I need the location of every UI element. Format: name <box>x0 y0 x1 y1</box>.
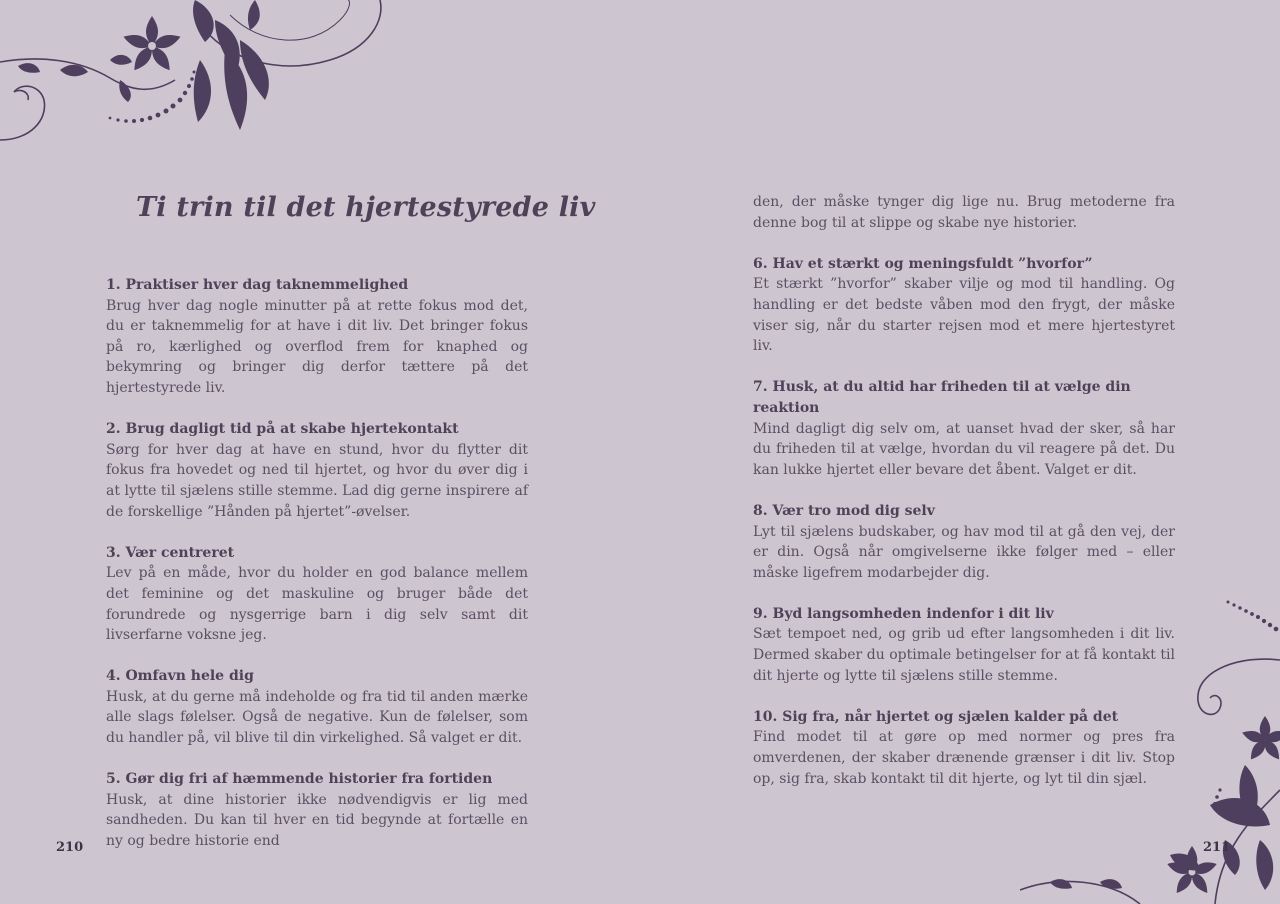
step-text: Husk, at dine historier ikke nødvendigvis er lig med sandheden. Du kan til hver en tid begynde at fortælle en ny og bedre historie end <box>106 791 528 850</box>
step-text: Brug hver dag nogle minutter på at rette fokus mod det, du er taknemmelig for at have i dit liv. Det bringer fokus på ro, kærlighed og overflod frem for knaphed og bekymring og bringer dig derfor tættere på det hjertestyrede liv. <box>106 297 528 396</box>
page-title: Ti trin til det hjertestyrede liv <box>136 192 596 224</box>
step-heading: 3. Vær centreret <box>106 544 235 561</box>
right-column <box>753 192 1175 810</box>
step-text: Lyt til sjælens budskaber, og hav mod til at gå den vej, der er din. Også når omgivelserne ikke følger med – eller måske ligefrem modarbejder dig. <box>753 523 1175 581</box>
step-text: Sæt tempoet ned, og grib ud efter langsomheden i dit liv. Dermed skaber du optimale betingelser for at få kontakt til dit hjerte og lytte til sjælens stille stemme. <box>753 626 1175 684</box>
step-heading: 6. Hav et stærkt og meningsfuldt ”hvorfor” <box>753 255 1093 272</box>
step-text: Sørg for hver dag at have en stund, hvor du flytter dit fokus fra hovedet og ned til hjertet, og hvor du øver dig i at lytte til sjælens stille stemme. Lad dig gerne inspirere af de forskellige ”Hånden på hjertet”-øvelser. <box>106 441 528 520</box>
step-text: Husk, at du gerne må indeholde og fra tid til anden mærke alle slags følelser. Også de negative. Kun de følelser, som du handler på, vil blive til din virkelighed. Så valget er dit. <box>106 688 528 747</box>
floral-ornament-top-left-icon <box>0 0 390 150</box>
step-heading: 2. Brug dagligt tid på at skabe hjertekontakt <box>106 421 459 438</box>
step-continuation-text: den, der måske tynger dig lige nu. Brug metoderne fra denne bog til at slippe og skabe nye historier. <box>753 194 1175 231</box>
step-item <box>753 604 1175 686</box>
step-item <box>106 666 528 748</box>
step-heading: 5. Gør dig fri af hæmmende historier fra fortiden <box>106 771 493 788</box>
page-number-left: 210 <box>56 840 84 855</box>
step-heading: 7. Husk, at du altid har friheden til at vælge din reaktion <box>753 379 1131 416</box>
step-item <box>106 275 528 399</box>
step-text: Lev på en måde, hvor du holder en god balance mellem det feminine og det maskuline og bruger både det forundrede og nysgerrige barn i dig selv samt dit livserfarne voksne jeg. <box>106 565 528 644</box>
step-heading: 4. Omfavn hele dig <box>106 668 254 685</box>
step-text: Mind dagligt dig selv om, at uanset hvad der sker, så har du friheden til at vælge, hvordan du vil reagere på det. Du kan lukke hjertet eller bevare det åbent. Valget er dit. <box>753 420 1175 478</box>
step-item <box>753 377 1175 480</box>
step-heading: 9. Byd langsomheden indenfor i dit liv <box>753 605 1054 622</box>
step-item <box>106 769 528 851</box>
step-item <box>106 543 528 646</box>
left-column <box>106 275 528 872</box>
step-item <box>753 501 1175 583</box>
step-heading: 1. Praktiser hver dag taknemmelighed <box>106 277 409 293</box>
page-number-right: 211 <box>1203 840 1231 855</box>
step-heading: 10. Sig fra, når hjertet og sjælen kalder på det <box>753 708 1119 725</box>
step-text: Et stærkt ”hvorfor” skaber vilje og mod til handling. Og handling er det bedste våben mod den frygt, der måske viser sig, når du starter rejsen mod et mere hjertestyret liv. <box>753 276 1175 355</box>
step-item <box>753 254 1175 357</box>
step-text: Find modet til at gøre op med normer og pres fra omverdenen, der skaber drænende grænser i dit liv. Stop op, sig fra, skab kontakt til dit hjerte, og lyt til din sjæl. <box>753 729 1175 787</box>
step-item <box>106 419 528 522</box>
step-heading: 8. Vær tro mod dig selv <box>753 502 935 519</box>
step-item <box>753 707 1175 789</box>
